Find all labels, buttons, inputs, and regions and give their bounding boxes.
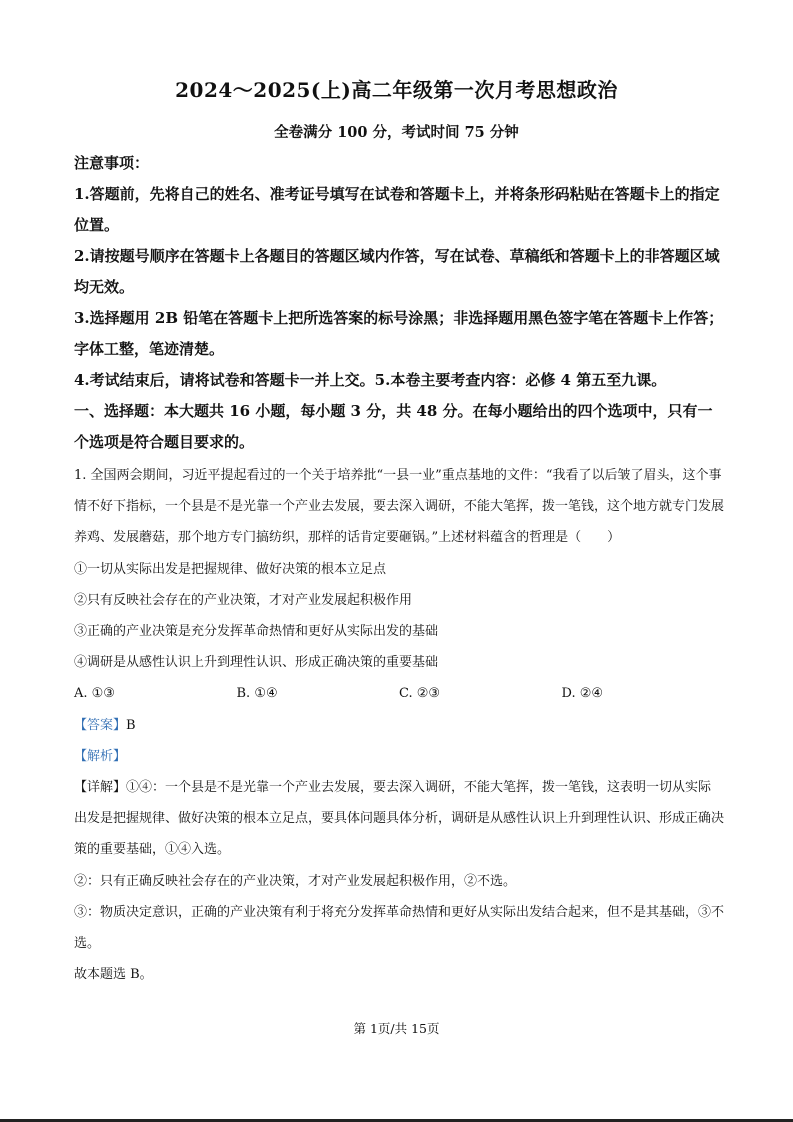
analysis-label: 【解析】: [74, 748, 127, 764]
statement: ②只有反映社会存在的产业决策，才对产业发展起积极作用: [74, 592, 413, 608]
detail-label: 【详解】: [74, 780, 127, 796]
answer-value: B: [126, 717, 136, 733]
explanation: ②：只有正确反映社会存在的产业决策，才对产业发展起积极作用，②不选。: [74, 873, 517, 889]
option-c: C. ②③: [399, 686, 441, 702]
statement: ④调研是从感性认识上升到理性认识、形成正确决策的重要基础: [74, 655, 439, 671]
answer-line: [74, 710, 724, 741]
instruction-item: 2.请按题号顺序在答题卡上各题目的答题区域内作答，写在试卷、草稿纸和答题卡上的非答题区域均无效。: [74, 247, 720, 296]
page-title: 2024～2025(上)高二年级第一次月考思想政治: [175, 78, 618, 102]
question-stem: 1. 全国两会期间，习近平提起看过的一个关于培养批“一县一业”重点基地的文件：“我看了以后皱了眉头，这个事情不好下指标，一个县是不是光靠一个产业去发展，要去深入调研，不能大笔挥，拨一笔钱，这个地方就专门发展养鸡、发展蘑菇，那个地方专门搞纺织，那样的话肯定要砸锅。”上述材料蕴含的哲理是（ ）: [74, 468, 725, 546]
instruction-item: 4.考试结束后，请将试卷和答题卡一并上交。5.本卷主要考查内容：必修 4 第五至九课。: [74, 371, 667, 389]
conclusion: 故本题选 B。: [74, 967, 153, 983]
statement: ①一切从实际出发是把握规律、做好决策的根本立足点: [74, 561, 387, 577]
detail-text: ①④：一个县是不是光靠一个产业去发展，要去深入调研，不能大笔挥，拨一笔钱，这表明一切从实际出发是把握规律、做好决策的根本立足点，要具体问题具体分析，调研是从感性认识上升到理性认识、形成正确决策的重要基础，①④入选。: [74, 780, 725, 858]
section-heading: 一、选择题：本大题共 16 小题，每小题 3 分，共 48 分。在每小题给出的四个选项中，只有一个选项是符合题目要求的。: [74, 402, 713, 451]
detail-paragraph: [74, 772, 724, 866]
instruction-item: 1.答题前，先将自己的姓名、准考证号填写在试卷和答题卡上，并将条形码粘贴在答题卡上的指定位置。: [74, 185, 720, 234]
instructions-heading: 注意事项：: [74, 154, 150, 172]
instructions: [74, 148, 724, 458]
option-a: A. ①③: [74, 686, 115, 702]
option-d: D. ②④: [561, 686, 604, 702]
answer-label: 【答案】: [74, 717, 127, 733]
analysis-line: [74, 741, 724, 772]
page-number: 第 1页/共 15页: [353, 1021, 440, 1036]
explanation: ③：物质决定意识，正确的产业决策有利于将充分发挥革命热情和更好从实际出发结合起来，但不是其基础，③不选。: [74, 904, 725, 952]
question-1: [74, 460, 724, 990]
statement: ③正确的产业决策是充分发挥革命热情和更好从实际出发的基础: [74, 624, 439, 640]
option-b: B. ①④: [236, 686, 278, 702]
instruction-item: 3.选择题用 2B 铅笔在答题卡上把所选答案的标号涂黑；非选择题用黑色签字笔在答题卡上作答；字体工整，笔迹清楚。: [74, 309, 724, 358]
answer-options: [74, 678, 724, 709]
exam-info: 全卷满分 100 分，考试时间 75 分钟: [274, 124, 519, 141]
